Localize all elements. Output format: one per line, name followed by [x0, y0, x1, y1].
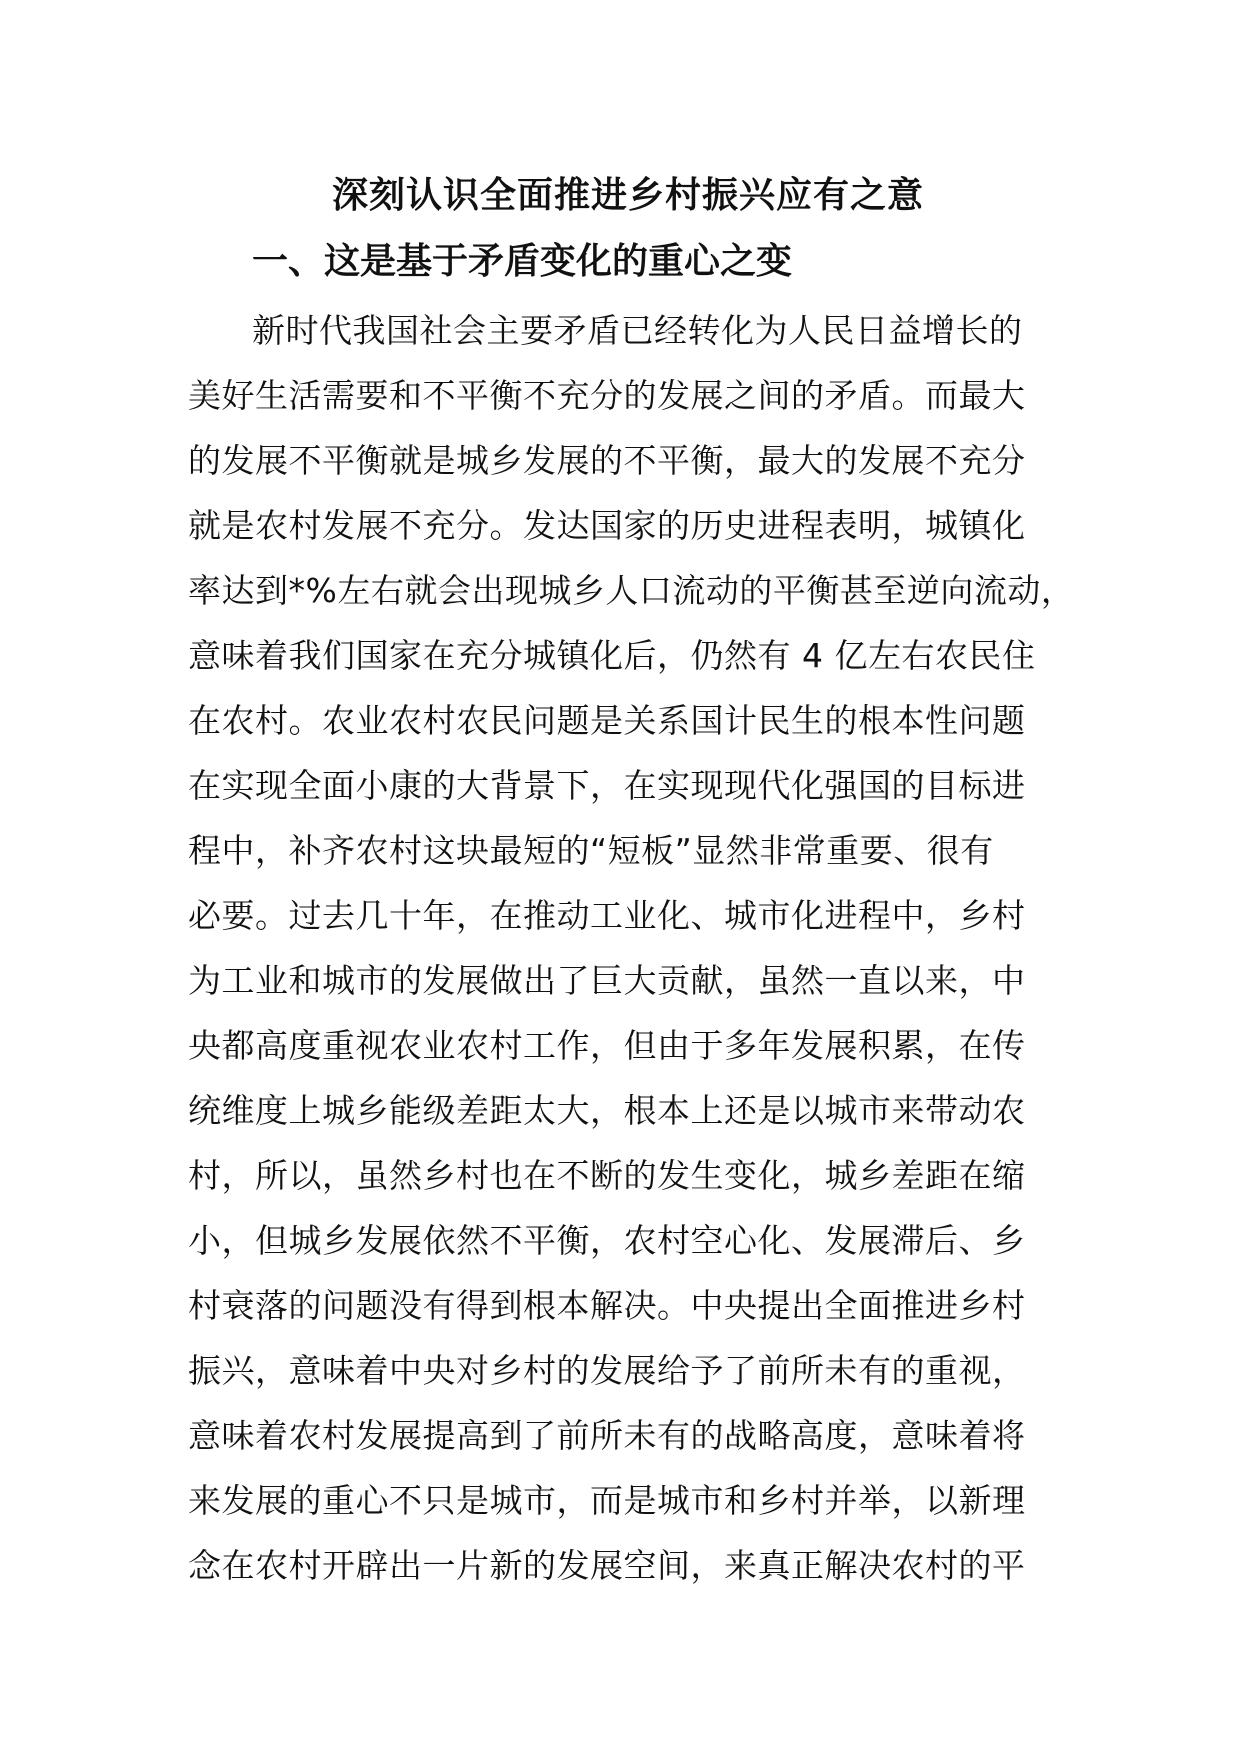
paragraph-line: 意味着农村发展提高到了前所未有的战略高度，意味着将 — [188, 1416, 1026, 1455]
paragraph-line: 统维度上城乡能级差距太大，根本上还是以城市来带动农 — [188, 1091, 1026, 1130]
paragraph-line: 程中，补齐农村这块最短的“短板”显然非常重要、很有 — [188, 831, 994, 870]
paragraph-line: 新时代我国社会主要矛盾已经转化为人民日益增长的 — [252, 311, 1023, 350]
paragraph-line: 村衰落的问题没有得到根本解决。中央提出全面推进乡村 — [188, 1286, 1026, 1325]
body-paragraph — [188, 298, 1088, 1598]
section-heading: 一、这是基于矛盾变化的重心之变 — [252, 241, 793, 282]
paragraph-line: 在实现全面小康的大背景下，在实现现代化强国的目标进 — [188, 766, 1026, 805]
paragraph-line: 小，但城乡发展依然不平衡，农村空心化、发展滞后、乡 — [188, 1221, 1026, 1260]
paragraph-line: 就是农村发展不充分。发达国家的历史进程表明，城镇化 — [188, 506, 1026, 545]
document-title: 深刻认识全面推进乡村振兴应有之意 — [331, 175, 924, 216]
paragraph-line: 在农村。农业农村农民问题是关系国计民生的根本性问题 — [188, 701, 1026, 740]
paragraph-line: 央都高度重视农业农村工作，但由于多年发展积累，在传 — [188, 1026, 1026, 1065]
paragraph-line: 念在农村开辟出一片新的发展空间，来真正解决农村的平 — [188, 1546, 1026, 1585]
paragraph-line: 率达到*%左右就会出现城乡人口流动的平衡甚至逆向流动， — [188, 571, 1075, 610]
paragraph-line: 为工业和城市的发展做出了巨大贡献，虽然一直以来，中 — [188, 961, 1026, 1000]
paragraph-line: 振兴，意味着中央对乡村的发展给予了前所未有的重视， — [188, 1351, 1026, 1390]
paragraph-line: 必要。过去几十年，在推动工业化、城市化进程中，乡村 — [188, 896, 1026, 935]
paragraph-line: 来发展的重心不只是城市，而是城市和乡村并举，以新理 — [188, 1481, 1026, 1520]
paragraph-line: 意味着我们国家在充分城镇化后，仍然有 4 亿左右农民住 — [188, 636, 1036, 675]
paragraph-line: 美好生活需要和不平衡不充分的发展之间的矛盾。而最大 — [188, 376, 1026, 415]
paragraph-line: 村，所以，虽然乡村也在不断的发生变化，城乡差距在缩 — [188, 1156, 1026, 1195]
paragraph-line: 的发展不平衡就是城乡发展的不平衡，最大的发展不充分 — [188, 441, 1026, 480]
